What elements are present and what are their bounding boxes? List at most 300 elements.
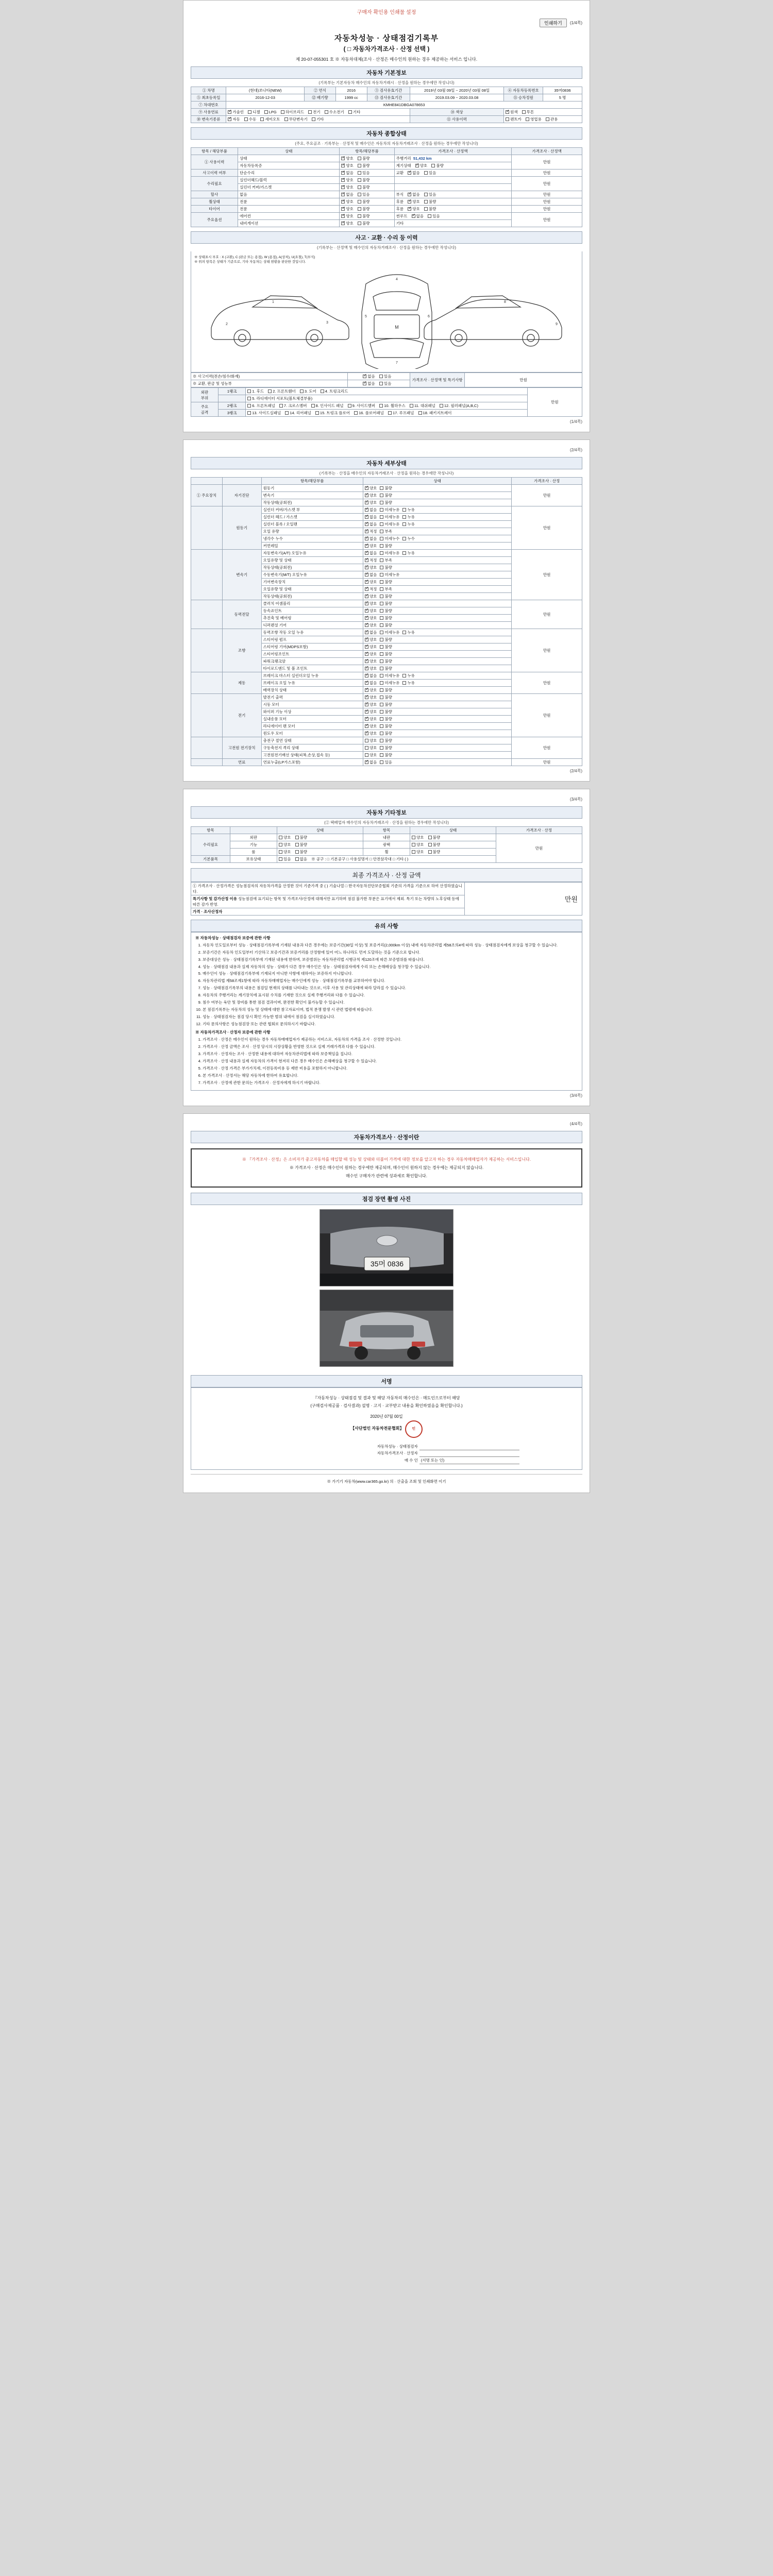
checkbox-icon[interactable] bbox=[365, 638, 368, 641]
state-option[interactable]: ✓ 양호 bbox=[365, 723, 377, 729]
panel-items-1[interactable] bbox=[246, 388, 528, 395]
checkbox-icon[interactable] bbox=[402, 681, 406, 685]
overall-item2-5-0[interactable]: 후륜 ✓ 양호 불량 bbox=[394, 206, 512, 213]
checkbox-icon[interactable] bbox=[325, 110, 328, 114]
checkbox-icon[interactable] bbox=[247, 389, 251, 393]
state-option[interactable]: 불량 bbox=[380, 594, 392, 599]
checkbox-icon[interactable] bbox=[365, 616, 368, 620]
checkbox-icon[interactable] bbox=[402, 522, 406, 526]
state-option[interactable]: 미세누유 bbox=[380, 521, 399, 527]
checkbox-icon[interactable] bbox=[363, 375, 366, 378]
checkbox-icon[interactable] bbox=[365, 515, 368, 519]
checkbox-icon[interactable] bbox=[358, 207, 361, 211]
state-option[interactable]: ✓ 없음 bbox=[365, 759, 377, 765]
checkbox-icon[interactable] bbox=[402, 508, 406, 512]
checkbox-icon[interactable] bbox=[365, 595, 368, 598]
checkbox-icon[interactable] bbox=[408, 193, 411, 196]
opt-yes[interactable]: ✓ 양호 bbox=[408, 206, 420, 212]
state-option[interactable]: 누유 bbox=[402, 514, 415, 520]
checkbox-icon[interactable] bbox=[380, 724, 383, 728]
opt-yes[interactable]: ✓ 없음 bbox=[341, 170, 354, 176]
detail-state-options[interactable] bbox=[363, 514, 511, 521]
checkbox-icon[interactable] bbox=[402, 631, 406, 634]
opt-bad[interactable]: 불량 bbox=[428, 842, 441, 848]
state-option[interactable]: ✓ 양호 bbox=[365, 615, 377, 621]
state-option[interactable]: ✓ 없음 bbox=[365, 521, 377, 527]
checkbox-icon[interactable] bbox=[379, 404, 383, 408]
opt-have[interactable]: 있음 bbox=[279, 856, 291, 862]
opt-no[interactable]: 있음 bbox=[358, 192, 370, 197]
sign-value-2[interactable]: (서명 또는 인) bbox=[419, 1456, 519, 1464]
checkbox-icon[interactable] bbox=[264, 110, 268, 114]
overall-opts-2-0[interactable] bbox=[340, 177, 394, 184]
checkbox-icon[interactable] bbox=[424, 207, 428, 211]
overall-opts-3-0[interactable] bbox=[340, 191, 394, 198]
fuel-opt-0[interactable]: ✓ 가솔린 bbox=[228, 109, 244, 115]
checkbox-icon[interactable] bbox=[365, 674, 368, 677]
checkbox-icon[interactable] bbox=[358, 185, 361, 189]
opt-yes[interactable]: ✓ 양호 bbox=[341, 156, 354, 161]
checkbox-icon[interactable] bbox=[365, 558, 368, 562]
state-option[interactable]: 미세누유 bbox=[380, 572, 399, 578]
etc-opts-2b[interactable] bbox=[410, 849, 496, 856]
state-option[interactable]: ✓ 양호 bbox=[365, 658, 377, 664]
checkbox-icon[interactable] bbox=[295, 843, 299, 846]
checkbox-icon[interactable] bbox=[365, 530, 368, 533]
state-option[interactable]: 불량 bbox=[380, 493, 392, 498]
panel-items-2[interactable] bbox=[246, 402, 528, 410]
detail-state-options[interactable] bbox=[363, 557, 511, 564]
state-option[interactable]: ✓ 양호 bbox=[365, 731, 377, 736]
detail-state-options[interactable] bbox=[363, 672, 511, 680]
checkbox-icon[interactable] bbox=[358, 171, 361, 175]
checkbox-icon[interactable] bbox=[380, 595, 383, 598]
checkbox-icon[interactable] bbox=[380, 494, 383, 497]
detail-state-options[interactable] bbox=[363, 600, 511, 607]
checkbox-icon[interactable] bbox=[358, 164, 361, 167]
detail-state-options[interactable] bbox=[363, 543, 511, 550]
etc-tools[interactable] bbox=[277, 856, 496, 863]
panel-item[interactable]: 13. 사이드실패널 bbox=[247, 410, 281, 416]
trans-opt-0[interactable]: ✓ 자동 bbox=[228, 116, 240, 122]
checkbox-icon[interactable] bbox=[431, 164, 435, 167]
checkbox-icon[interactable] bbox=[380, 645, 383, 649]
checkbox-icon[interactable] bbox=[546, 117, 549, 121]
state-option[interactable]: 미세누유 bbox=[380, 514, 399, 520]
panel-item[interactable]: 2. 프론트휀더 bbox=[268, 388, 296, 394]
checkbox-icon[interactable] bbox=[380, 696, 383, 699]
checkbox-icon[interactable] bbox=[365, 494, 368, 497]
checkbox-icon[interactable] bbox=[365, 688, 368, 692]
checkbox-icon[interactable] bbox=[279, 857, 282, 861]
trans-opt-4[interactable]: 기타 bbox=[312, 116, 324, 122]
state-option[interactable]: 미세누유 bbox=[380, 680, 399, 686]
basic-usage-options[interactable] bbox=[504, 116, 582, 123]
checkbox-icon[interactable] bbox=[402, 515, 406, 519]
state-option[interactable]: ✓ 양호 bbox=[365, 500, 377, 505]
panel-item[interactable]: 18. 패키지트레이 bbox=[418, 410, 452, 416]
checkbox-icon[interactable] bbox=[311, 404, 315, 408]
checkbox-icon[interactable] bbox=[365, 609, 368, 613]
opt-none[interactable]: ✓ 없음 bbox=[363, 374, 375, 379]
print-button[interactable]: 인쇄하기 bbox=[540, 19, 567, 27]
panel-items-3[interactable] bbox=[246, 410, 528, 417]
basic-trans-options[interactable] bbox=[226, 116, 410, 123]
checkbox-icon[interactable] bbox=[279, 404, 283, 408]
checkbox-icon[interactable] bbox=[506, 110, 509, 114]
state-option[interactable]: ✓ 양호 bbox=[365, 666, 377, 671]
state-option[interactable]: 불량 bbox=[380, 658, 392, 664]
checkbox-icon[interactable] bbox=[380, 544, 383, 548]
checkbox-icon[interactable] bbox=[365, 710, 368, 714]
checkbox-icon[interactable] bbox=[365, 696, 368, 699]
state-option[interactable]: 불량 bbox=[380, 651, 392, 657]
checkbox-icon[interactable] bbox=[247, 404, 251, 408]
checkbox-icon[interactable] bbox=[363, 382, 366, 385]
detail-state-options[interactable] bbox=[363, 579, 511, 586]
detail-state-options[interactable] bbox=[363, 593, 511, 600]
detail-state-options[interactable] bbox=[363, 622, 511, 629]
opt-no[interactable]: 있음 bbox=[358, 170, 370, 176]
fuel-opt-4[interactable]: 전기 bbox=[308, 109, 321, 115]
panel-item[interactable]: 10. 휠하우스 bbox=[379, 403, 406, 409]
state-option[interactable]: ✓ 없음 bbox=[365, 550, 377, 556]
state-option[interactable]: 불량 bbox=[380, 687, 392, 693]
opt-yes[interactable]: ✓ 없음 bbox=[408, 170, 420, 176]
opt-good[interactable]: 양호 bbox=[279, 849, 291, 855]
usage-opt-2[interactable]: 관용 bbox=[546, 116, 558, 122]
opt-none[interactable]: ✓ 없음 bbox=[363, 381, 375, 386]
checkbox-icon[interactable] bbox=[315, 411, 319, 415]
checkbox-icon[interactable] bbox=[365, 667, 368, 670]
opt-bad[interactable]: 불량 bbox=[428, 849, 441, 855]
overall-opts-4-0[interactable] bbox=[340, 198, 394, 206]
checkbox-icon[interactable] bbox=[341, 193, 345, 196]
checkbox-icon[interactable] bbox=[380, 566, 383, 569]
opt-good[interactable]: 양호 bbox=[279, 842, 291, 848]
state-option[interactable]: ✓ 없음 bbox=[365, 507, 377, 513]
checkbox-icon[interactable] bbox=[380, 558, 383, 562]
checkbox-icon[interactable] bbox=[365, 703, 368, 706]
state-option[interactable]: ✓ 양호 bbox=[365, 543, 377, 549]
overall-item2-4-0[interactable]: 후륜 ✓ 양호 불량 bbox=[394, 198, 512, 206]
detail-state-options[interactable] bbox=[363, 571, 511, 579]
etc-opts-0b[interactable] bbox=[410, 834, 496, 841]
state-option[interactable]: 불량 bbox=[380, 565, 392, 570]
state-option[interactable]: ✓ 양호 bbox=[365, 709, 377, 715]
state-option[interactable]: 누유 bbox=[402, 680, 415, 686]
detail-state-options[interactable] bbox=[363, 744, 511, 752]
checkbox-icon[interactable] bbox=[410, 404, 413, 408]
panel-item[interactable]: 1. 후드 bbox=[247, 388, 264, 394]
opt-no[interactable]: 불량 bbox=[358, 177, 370, 183]
opt-yes[interactable]: ✓ 양호 bbox=[408, 199, 420, 205]
detail-state-options[interactable] bbox=[363, 730, 511, 737]
state-option[interactable]: ✓ 없음 bbox=[365, 514, 377, 520]
checkbox-icon[interactable] bbox=[380, 602, 383, 605]
state-option[interactable]: ✓ 양호 bbox=[365, 594, 377, 599]
checkbox-icon[interactable] bbox=[380, 522, 383, 526]
opt-yes[interactable]: ✓ 양호 bbox=[341, 199, 354, 205]
opt-exist[interactable]: 있음 bbox=[379, 374, 392, 379]
checkbox-icon[interactable] bbox=[428, 850, 432, 854]
checkbox-icon[interactable] bbox=[365, 652, 368, 656]
opt-no[interactable]: 있음 bbox=[428, 213, 440, 219]
checkbox-icon[interactable] bbox=[380, 652, 383, 656]
checkbox-icon[interactable] bbox=[247, 411, 251, 415]
detail-state-options[interactable] bbox=[363, 528, 511, 535]
opt-exist[interactable]: 있음 bbox=[379, 381, 392, 386]
opt-no[interactable]: 불량 bbox=[431, 163, 444, 168]
checkbox-icon[interactable] bbox=[365, 522, 368, 526]
checkbox-icon[interactable] bbox=[348, 404, 351, 408]
panel-item[interactable]: 15. 트렁크 플로어 bbox=[315, 410, 350, 416]
state-option[interactable]: ✓ 양호 bbox=[365, 485, 377, 491]
detail-state-options[interactable] bbox=[363, 607, 511, 615]
state-option[interactable]: ✓ 없음 bbox=[365, 572, 377, 578]
detail-state-options[interactable] bbox=[363, 643, 511, 651]
overall-opts-5-0[interactable] bbox=[340, 206, 394, 213]
trans-opt-1[interactable]: 수동 bbox=[244, 116, 257, 122]
checkbox-icon[interactable] bbox=[380, 667, 383, 670]
state-option[interactable]: 누수 bbox=[402, 536, 415, 541]
checkbox-icon[interactable] bbox=[380, 703, 383, 706]
checkbox-icon[interactable] bbox=[365, 659, 368, 663]
state-option[interactable]: 양호 bbox=[365, 752, 377, 758]
checkbox-icon[interactable] bbox=[380, 486, 383, 490]
etc-opts-1b[interactable] bbox=[410, 841, 496, 849]
opt-no[interactable]: 불량 bbox=[358, 163, 370, 168]
checkbox-icon[interactable] bbox=[380, 551, 383, 555]
opt-bad[interactable]: 불량 bbox=[295, 835, 308, 840]
state-option[interactable]: ✓ 없음 bbox=[365, 680, 377, 686]
state-option[interactable]: 불량 bbox=[380, 738, 392, 743]
checkbox-icon[interactable] bbox=[358, 178, 361, 182]
checkbox-icon[interactable] bbox=[380, 760, 383, 764]
panel-item[interactable]: 5. 라디에이터 서포트(볼트체결부품) bbox=[247, 396, 312, 401]
checkbox-icon[interactable] bbox=[365, 501, 368, 504]
opt-none[interactable]: 없음 bbox=[295, 856, 308, 862]
opt-no[interactable]: 불량 bbox=[358, 213, 370, 219]
checkbox-icon[interactable] bbox=[348, 110, 352, 114]
opt-no[interactable]: 불량 bbox=[358, 199, 370, 205]
checkbox-icon[interactable] bbox=[358, 222, 361, 225]
state-option[interactable]: ✓ 양호 bbox=[365, 608, 377, 614]
checkbox-icon[interactable] bbox=[308, 110, 312, 114]
sign-value-1[interactable] bbox=[419, 1450, 519, 1456]
checkbox-icon[interactable] bbox=[522, 110, 526, 114]
overall-opts-0-1[interactable] bbox=[340, 162, 394, 170]
checkbox-icon[interactable] bbox=[358, 200, 361, 204]
state-option[interactable]: 불량 bbox=[380, 723, 392, 729]
checkbox-icon[interactable] bbox=[380, 580, 383, 584]
checkbox-icon[interactable] bbox=[380, 530, 383, 533]
checkbox-icon[interactable] bbox=[341, 157, 345, 160]
opt-good[interactable]: 양호 bbox=[412, 842, 424, 848]
checkbox-icon[interactable] bbox=[279, 836, 282, 839]
fuel-opt-6[interactable]: 기타 bbox=[348, 109, 361, 115]
etc-opts-1[interactable] bbox=[277, 841, 363, 849]
checkbox-icon[interactable] bbox=[380, 515, 383, 519]
checkbox-icon[interactable] bbox=[295, 836, 299, 839]
checkbox-icon[interactable] bbox=[380, 631, 383, 634]
checkbox-icon[interactable] bbox=[358, 214, 361, 218]
checkbox-icon[interactable] bbox=[365, 732, 368, 735]
overall-opts-0-0[interactable] bbox=[340, 155, 394, 162]
checkbox-icon[interactable] bbox=[380, 688, 383, 692]
overall-opts-6-1[interactable] bbox=[340, 220, 394, 227]
checkbox-icon[interactable] bbox=[341, 222, 345, 225]
opt-no[interactable]: 불량 bbox=[424, 206, 436, 212]
checkbox-icon[interactable] bbox=[380, 659, 383, 663]
checkbox-icon[interactable] bbox=[424, 171, 428, 175]
checkbox-icon[interactable] bbox=[341, 178, 345, 182]
usage-opt-1[interactable]: 영업용 bbox=[526, 116, 542, 122]
checkbox-icon[interactable] bbox=[380, 623, 383, 627]
checkbox-icon[interactable] bbox=[295, 857, 299, 861]
checkbox-icon[interactable] bbox=[408, 200, 411, 204]
state-option[interactable]: 누유 bbox=[402, 507, 415, 513]
detail-state-options[interactable] bbox=[363, 701, 511, 708]
checkbox-icon[interactable] bbox=[440, 404, 443, 408]
state-option[interactable]: 불량 bbox=[380, 716, 392, 722]
checkbox-icon[interactable] bbox=[365, 645, 368, 649]
detail-state-options[interactable] bbox=[363, 716, 511, 723]
accident-damage-label[interactable]: ※ 사고이력(전손/침수/화재) bbox=[191, 373, 348, 380]
checkbox-icon[interactable] bbox=[260, 117, 264, 121]
checkbox-icon[interactable] bbox=[506, 117, 509, 121]
checkbox-icon[interactable] bbox=[365, 739, 368, 742]
state-option[interactable]: ✓ 양호 bbox=[365, 565, 377, 570]
checkbox-icon[interactable] bbox=[415, 164, 419, 167]
checkbox-icon[interactable] bbox=[380, 674, 383, 677]
checkbox-icon[interactable] bbox=[428, 843, 432, 846]
checkbox-icon[interactable] bbox=[380, 681, 383, 685]
state-option[interactable]: 부족 bbox=[380, 586, 392, 592]
checkbox-icon[interactable] bbox=[412, 850, 415, 854]
checkbox-icon[interactable] bbox=[380, 609, 383, 613]
detail-state-options[interactable] bbox=[363, 665, 511, 672]
detail-state-options[interactable] bbox=[363, 723, 511, 730]
state-option[interactable]: 누유 bbox=[402, 673, 415, 679]
state-option[interactable]: 불량 bbox=[380, 500, 392, 505]
checkbox-icon[interactable] bbox=[365, 551, 368, 555]
overall-opts-1-0[interactable] bbox=[340, 170, 394, 177]
state-option[interactable]: ✓ 양호 bbox=[365, 651, 377, 657]
state-option[interactable]: ✓ 양호 bbox=[365, 493, 377, 498]
detail-state-options[interactable] bbox=[363, 550, 511, 557]
state-option[interactable]: 불량 bbox=[380, 543, 392, 549]
checkbox-icon[interactable] bbox=[380, 739, 383, 742]
detail-state-options[interactable] bbox=[363, 680, 511, 687]
state-option[interactable]: 양호 bbox=[365, 745, 377, 751]
opt-good[interactable]: 양호 bbox=[412, 835, 424, 840]
opt-yes[interactable]: ✓ 양호 bbox=[341, 221, 354, 226]
detail-state-options[interactable] bbox=[363, 737, 511, 744]
checkbox-icon[interactable] bbox=[365, 753, 368, 757]
checkbox-icon[interactable] bbox=[412, 843, 415, 846]
checkbox-icon[interactable] bbox=[365, 631, 368, 634]
checkbox-icon[interactable] bbox=[295, 850, 299, 854]
detail-state-options[interactable] bbox=[363, 485, 511, 492]
state-option[interactable]: 불량 bbox=[380, 622, 392, 628]
checkbox-icon[interactable] bbox=[418, 411, 422, 415]
detail-state-options[interactable] bbox=[363, 586, 511, 593]
checkbox-icon[interactable] bbox=[388, 411, 392, 415]
checkbox-icon[interactable] bbox=[365, 724, 368, 728]
state-option[interactable]: ✓ 없음 bbox=[365, 673, 377, 679]
detail-state-options[interactable] bbox=[363, 708, 511, 716]
state-option[interactable]: 미세누유 bbox=[380, 550, 399, 556]
opt-no[interactable]: 있음 bbox=[424, 170, 436, 176]
state-option[interactable]: 누유 bbox=[402, 630, 415, 635]
opt-no[interactable]: 있음 bbox=[424, 192, 436, 197]
state-option[interactable]: 미세누유 bbox=[380, 630, 399, 635]
panel-item[interactable]: 4. 트렁크리드 bbox=[321, 388, 348, 394]
overall-item2-1-0[interactable]: 교환 ✓ 없음 있음 bbox=[394, 170, 512, 177]
checkbox-icon[interactable] bbox=[408, 207, 411, 211]
checkbox-icon[interactable] bbox=[380, 746, 383, 750]
state-option[interactable]: 양호 bbox=[365, 738, 377, 743]
checkbox-icon[interactable] bbox=[526, 117, 529, 121]
state-option[interactable]: 불량 bbox=[380, 752, 392, 758]
checkbox-icon[interactable] bbox=[341, 164, 345, 167]
panel-item[interactable]: 16. 플로어패널 bbox=[354, 410, 384, 416]
checkbox-icon[interactable] bbox=[279, 843, 282, 846]
opt-no[interactable]: 불량 bbox=[358, 206, 370, 212]
checkbox-icon[interactable] bbox=[365, 587, 368, 591]
opt-yes[interactable]: ✓ 없음 bbox=[408, 192, 420, 197]
state-option[interactable]: 불량 bbox=[380, 666, 392, 671]
checkbox-icon[interactable] bbox=[244, 117, 248, 121]
opt-yes[interactable]: ✓ 양호 bbox=[415, 163, 428, 168]
checkbox-icon[interactable] bbox=[279, 850, 282, 854]
opt-bad[interactable]: 불량 bbox=[295, 849, 308, 855]
state-option[interactable]: ✓ 양호 bbox=[365, 622, 377, 628]
checkbox-icon[interactable] bbox=[365, 486, 368, 490]
checkbox-icon[interactable] bbox=[365, 537, 368, 540]
opt-yes[interactable]: ✓ 양호 bbox=[341, 213, 354, 219]
detail-state-options[interactable] bbox=[363, 629, 511, 636]
detail-state-options[interactable] bbox=[363, 651, 511, 658]
panel-item[interactable]: 6. 프론트패널 bbox=[247, 403, 275, 409]
state-option[interactable]: ✓ 적정 bbox=[365, 529, 377, 534]
checkbox-icon[interactable] bbox=[402, 674, 406, 677]
checkbox-icon[interactable] bbox=[380, 537, 383, 540]
state-option[interactable]: 누유 bbox=[402, 521, 415, 527]
state-option[interactable]: 불량 bbox=[380, 694, 392, 700]
detail-state-options[interactable] bbox=[363, 636, 511, 643]
sign-value-0[interactable] bbox=[419, 1443, 519, 1450]
opt-yes[interactable]: ✓ 양호 bbox=[341, 163, 354, 168]
detail-state-options[interactable] bbox=[363, 687, 511, 694]
overall-item2-6-0[interactable]: 썬루프 ✓ 없음 있음 bbox=[394, 213, 512, 220]
overall-opts-6-0[interactable] bbox=[340, 213, 394, 220]
state-option[interactable]: ✓ 양호 bbox=[365, 694, 377, 700]
checkbox-icon[interactable] bbox=[341, 200, 345, 204]
detail-state-options[interactable] bbox=[363, 535, 511, 543]
checkbox-icon[interactable] bbox=[424, 200, 428, 204]
checkbox-icon[interactable] bbox=[321, 389, 324, 393]
checkbox-icon[interactable] bbox=[341, 185, 345, 189]
checkbox-icon[interactable] bbox=[365, 544, 368, 548]
basic-color-options[interactable] bbox=[504, 109, 582, 116]
fuel-opt-1[interactable]: 디젤 bbox=[248, 109, 260, 115]
checkbox-icon[interactable] bbox=[408, 171, 411, 175]
state-option[interactable]: 불량 bbox=[380, 485, 392, 491]
panel-item[interactable]: 7. 크로스멤버 bbox=[279, 403, 307, 409]
state-option[interactable]: 불량 bbox=[380, 644, 392, 650]
